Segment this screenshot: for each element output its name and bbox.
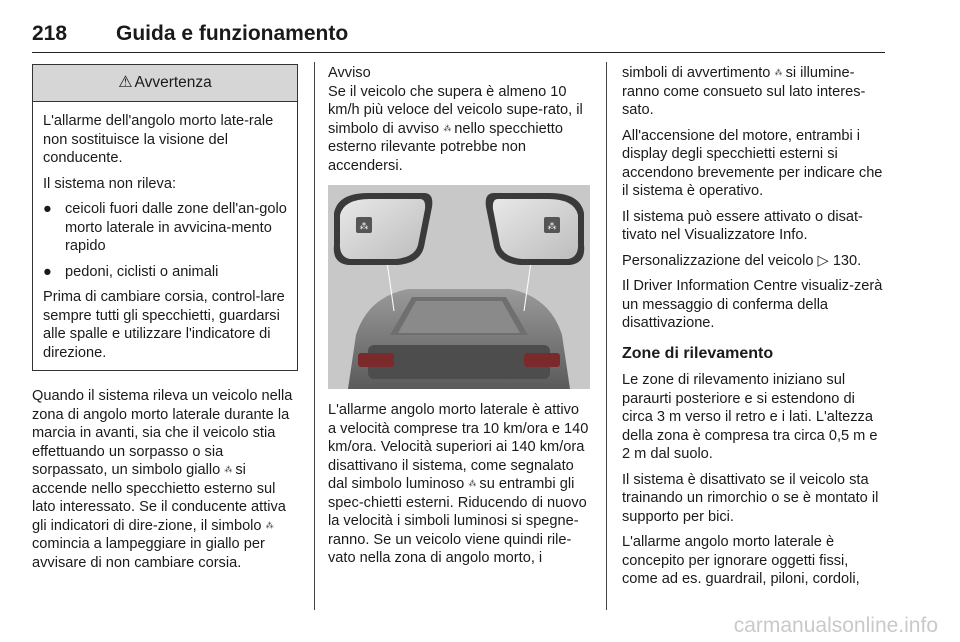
warning-bullet: ● ceicoli fuori dalle zone dell'an-golo morto laterale in avvicina-mento rapido <box>43 201 287 254</box>
svg-text:⁂: ⁂ <box>547 222 557 232</box>
notice-title: Avviso <box>328 65 371 81</box>
body-paragraph: L'allarme angolo morto laterale è concepito per ignorare oggetti fissi, come ad es. guardrail, piloni, cordoli, <box>622 534 860 587</box>
blind-spot-symbol-icon: ⁂ <box>224 465 232 474</box>
blind-spot-symbol-icon: ⁂ <box>774 68 782 77</box>
body-paragraph: Il sistema è disattivato se il veicolo sta trainando un rimorchio o se è montato il supporto per bici. <box>622 471 879 525</box>
blind-spot-symbol-icon: ⁂ <box>265 520 273 530</box>
page-header <box>32 22 885 52</box>
mirror-illustration <box>328 185 590 389</box>
body-paragraph: simboli di avvertimento ⁂ si illumine-ranno come consueto sul lato interes-sato. <box>622 65 866 118</box>
column-2 <box>328 64 590 575</box>
column-divider <box>606 62 607 610</box>
column-divider <box>314 62 315 610</box>
column-3 <box>622 64 888 596</box>
page-reference-arrow-icon: ▷ <box>817 252 829 269</box>
header-rule <box>32 52 885 53</box>
page-number: 218 <box>32 22 68 45</box>
svg-text:⁂: ⁂ <box>359 222 369 232</box>
blind-spot-symbol-icon: ⁂ <box>443 123 451 133</box>
subheading: Zone di rilevamento <box>622 344 774 362</box>
bullet-icon: ● <box>43 201 52 217</box>
watermark: carmanualsonline.info <box>733 614 938 637</box>
warning-triangle-icon: ⚠ <box>118 74 133 91</box>
warning-header <box>33 65 297 102</box>
body-paragraph: L'allarme angolo morto laterale è attivo a velocità comprese tra 10 km/ora e 140 km/ora. Velocità superiori ai 140 km/ora disattivano il sistema, come segnalato dal simbolo luminoso ⁂ su entrambi gli spec-chietti esterni. Riducendo di nuovo la velocità i simboli luminosi si spegne-ranno. Se un veicolo viene quindi rile-vato nella zona di angolo morto, i <box>328 402 589 566</box>
warning-title: Avvertenza <box>134 74 212 91</box>
warning-paragraph: L'allarme dell'angolo morto late-rale non sostituisce la visione del conducente. <box>43 113 274 166</box>
notice: Avviso Se il veicolo che supera è almeno 10 km/h più veloce del veicolo supe-rato, il simbolo di avviso ⁂ nello specchietto esterno rilevante potrebbe non accendersi. <box>328 65 583 174</box>
section-title: Guida e funzionamento <box>116 22 349 45</box>
warning-bullet: ● pedoni, ciclisti o animali <box>43 263 219 280</box>
bullet-icon: ● <box>43 263 52 280</box>
blind-spot-symbol-icon: ⁂ <box>468 479 476 488</box>
column-1 <box>32 64 298 579</box>
body-paragraph: Il Driver Information Centre visualiz-zerà un messaggio di conferma della disattivazione. <box>622 278 883 331</box>
body-paragraph: Il sistema può essere attivato o disat-tivato nel Visualizzatore Info. <box>622 208 863 243</box>
warning-paragraph: Prima di cambiare corsia, control-lare sempre tutti gli specchietti, guardarsi alle spalle e utilizzare l'indicatore di direzione. <box>43 289 285 361</box>
body-paragraph: Le zone di rilevamento iniziano sul paraurti posteriore e si estendono di circa 3 m verso il retro e i lati. L'altezza della zona è compresa tra circa 0,5 m e 2 m dal suolo. <box>622 372 878 462</box>
body-paragraph: Quando il sistema rileva un veicolo nella zona di angolo morto laterale durante la marcia in avanti, sia che il veicolo stia effettuando un sorpasso o sia sorpassato, un simbolo giallo ⁂ si accende nello specchietto esterno sul lato interessato. Se il conducente attiva gli indicatori di dire-zione, il simbolo ⁂ comincia a lampeggiare in giallo per avvisare di non cambiare corsia. <box>32 388 293 571</box>
cross-reference: Personalizzazione del veicolo ▷ 130. <box>622 252 862 269</box>
warning-paragraph: Il sistema non rileva: <box>43 175 177 192</box>
body-paragraph: All'accensione del motore, entrambi i display degli specchietti esterni si accendono brevemente per indicare che il sistema è operativo. <box>622 127 883 199</box>
warning-body <box>33 102 297 370</box>
warning-box <box>32 64 298 371</box>
